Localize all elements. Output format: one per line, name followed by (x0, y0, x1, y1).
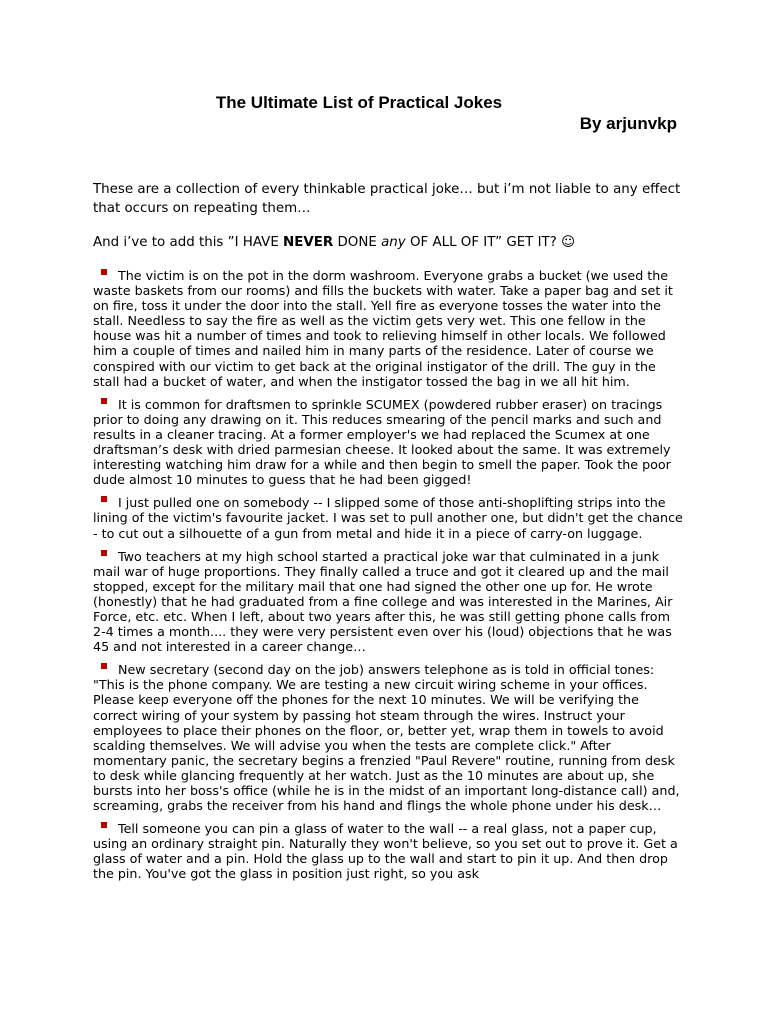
joke-text: New secretary (second day on the job) answers telephone as is told in official tones: "This is the phone company. We are testing a new circuit wiring scheme in your offices. Please keep everyone off the phones for the next 10 minutes. We will be verifying the correct wiring of your system by passing hot steam through the wires. Instruct your employees to place their phones on the floor, or, better yet, wrap them in towels to avoid scalding themselves. We will advise you when the tests are complete click." After momentary panic, the secretary begins a frenzied "Paul Revere" routine, running from desk to desk while glancing frequently at her watch. Just as the 10 minutes are about up, she bursts into her boss's office (while he is in the midst of an important long-distance call) and, screaming, grabs the receiver from his hand and flings the whole phone under his desk… (93, 662, 680, 814)
list-item (93, 821, 683, 881)
list-item (93, 662, 683, 813)
joke-text: I just pulled one on somebody -- I slipped some of those anti-shoplifting strips into the lining of the victim's favourite jacket. I was set to pull another one, but didn't get the chance - to cut out a silhouette of a gun from metal and hide it in a piece of carry-on luggage. (93, 495, 683, 541)
disclaimer-italic-any: any (381, 235, 406, 250)
list-item (93, 495, 683, 540)
square-bullet-icon (101, 550, 107, 556)
square-bullet-icon (101, 663, 107, 669)
disclaimer-paragraph (93, 233, 683, 252)
list-item (93, 549, 683, 655)
joke-text: Tell someone you can pin a glass of water to the wall -- a real glass, not a paper cup, using an ordinary straight pin. Naturally they won't believe, so you set out to prove it. Get a glass of water and a pin. Hold the glass up to the wall and start to pin it up. And then drop the pin. You've got the glass in position just right, so you ask (93, 821, 678, 882)
joke-text: It is common for draftsmen to sprinkle SCUMEX (powdered rubber eraser) on tracings prior to doing any drawing on it. This reduces smearing of the pencil marks and such and results in a cleaner tracing. At a former employer's we had replaced the Scumex at one draftsman’s desk with dried parmesian cheese. It looked about the same. It was extremely interesting watching him draw for a while and then begin to smell the paper. Took the poor dude almost 10 minutes to guess that he had been gigged! (93, 396, 671, 488)
square-bullet-icon (101, 822, 107, 828)
disclaimer-text-3: OF ALL OF IT” GET IT? ☺ (405, 235, 576, 250)
document-title: The Ultimate List of Practical Jokes (215, 93, 503, 112)
disclaimer-bold-never: NEVER (283, 235, 334, 250)
disclaimer-text-2: DONE (333, 235, 382, 250)
square-bullet-icon (101, 496, 107, 502)
document-byline: By arjunvkp (579, 114, 677, 133)
list-item (93, 397, 683, 488)
list-item (93, 268, 683, 389)
square-bullet-icon (101, 398, 107, 404)
disclaimer-text-1: And i’ve to add this ”I HAVE (93, 235, 284, 250)
jokes-list (93, 268, 683, 890)
square-bullet-icon (101, 269, 107, 275)
joke-text: The victim is on the pot in the dorm washroom. Everyone grabs a bucket (we used the waste baskets from our rooms) and fills the buckets with water. Take a paper bag and set it on fire, toss it under the door into the stall. Yell fire as everyone tosses the water into the stall. Needless to say the fire as well as the victim gets very wet. This one fellow in the house was hit a number of times and took to relieving himself in other locals. We followed him a couple of times and nailed him in many parts of the residence. Later of course we conspired with our victim to get back at the original instigator of the drill. The guy in the stall had a bucket of water, and when the instigator tossed the bag in we all hit him. (93, 268, 673, 389)
joke-text: Two teachers at my high school started a practical joke war that culminated in a junk mail war of huge proportions. They finally called a truce and got it cleared up and the mail stopped, except for the military mail that one had signed the other one up for. He wrote (honestly) that he had graduated from a fine college and was interested in the Marines, Air Force, etc. etc. When I left, about two years after this, he was still getting phone calls from 2-4 times a month.... they were very persistent even over his (loud) objections that he was 45 and not interested in a career change… (93, 548, 673, 655)
intro-paragraph: These are a collection of every thinkable practical joke… but i’m not liable to any effect that occurs on repeating them… (93, 182, 681, 216)
